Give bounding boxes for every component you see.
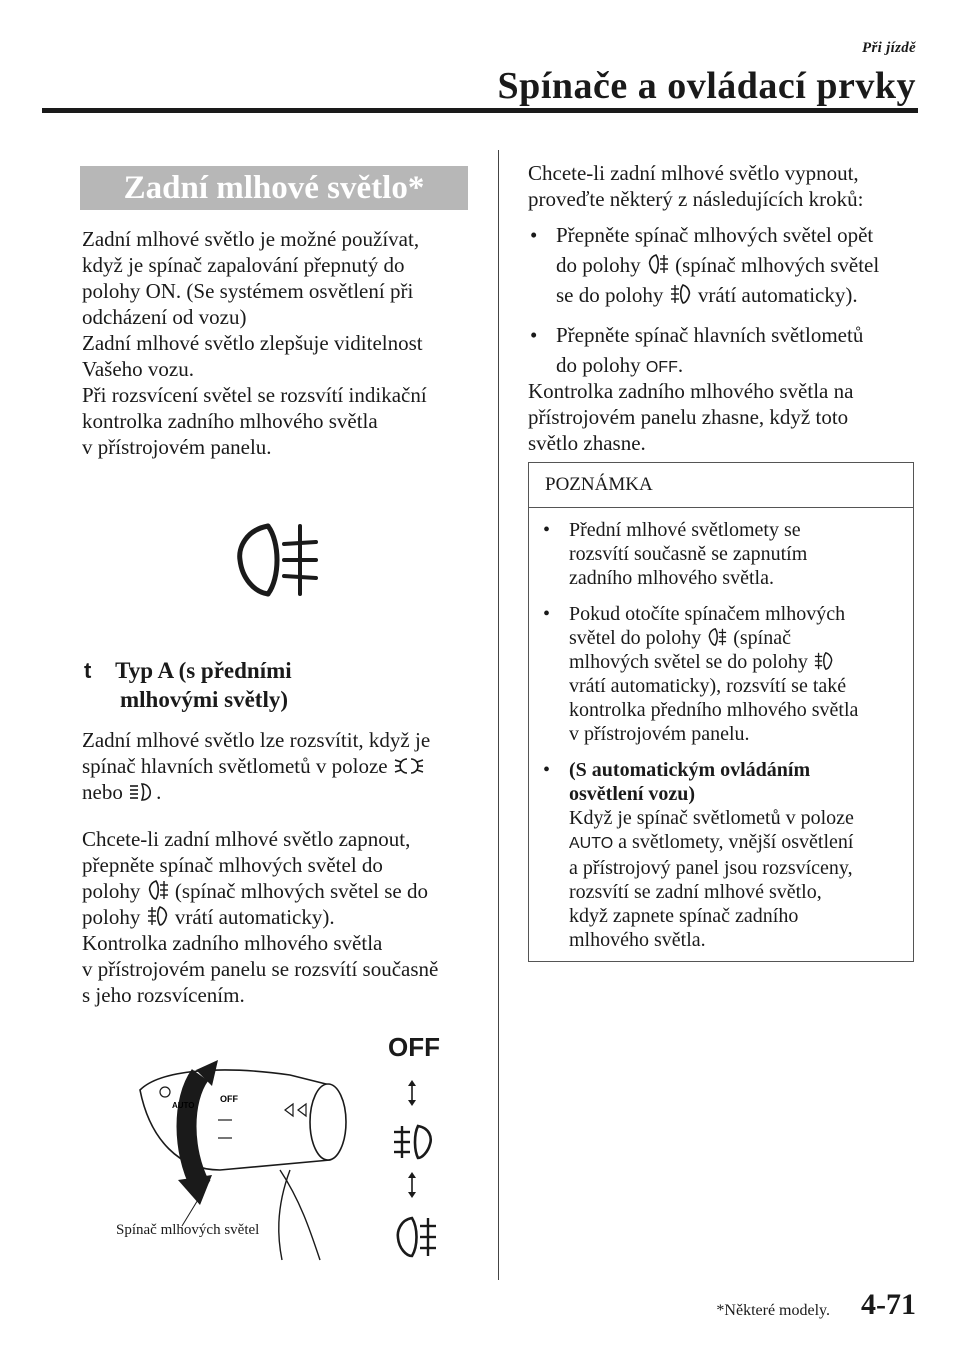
text-line: přepněte spínač mlhových světel do: [82, 853, 383, 877]
note-list: [529, 508, 913, 952]
list-item: • Pokud otočíte spínačem mlhových světel do polohy (spínač mlhových světel se do polohy vrátí automaticky), rozsvítí se také kontrolka předního mlhového světla v přístrojovém panelu.: [543, 603, 859, 745]
text-line: nebo .: [82, 780, 162, 804]
note-title: POZNÁMKA: [529, 463, 913, 508]
auto-label: AUTO: [569, 835, 614, 852]
turn-off-result: [528, 378, 853, 456]
bullet: •: [543, 519, 551, 541]
text-line: Zadní mlhové světlo zlepšuje viditelnost: [82, 331, 423, 355]
section-banner: Zadní mlhové světlo*: [80, 166, 468, 210]
rear-fog-light-icon: [228, 520, 324, 600]
section-title: Při jízdě: [862, 40, 916, 56]
headlight-icon: [128, 782, 156, 802]
footnote: *Některé modely.: [716, 1302, 830, 1319]
list-item: • Přední mlhové světlomety se rozsvítí současně se zapnutím zadního mlhového světla.: [543, 519, 808, 589]
rear-fog-position-icon: [392, 1214, 438, 1260]
subheading-line-2: mlhovými světly): [120, 687, 289, 712]
text-line: kontrolka zadního mlhového světla: [82, 409, 378, 433]
subheading-marker: t: [84, 658, 92, 683]
turn-off-steps: [528, 220, 879, 383]
subheading: [84, 656, 292, 686]
front-fog-icon: [146, 905, 170, 927]
text-line: Vašeho vozu.: [82, 357, 194, 381]
parking-light-icon: [393, 756, 425, 776]
text-line: s jeho rozsvícením.: [82, 983, 245, 1007]
rear-fog-icon: [146, 879, 170, 901]
text-line: polohy (spínač mlhových světel se do: [82, 879, 428, 903]
header-rule: [42, 108, 918, 113]
paragraph-headlight-position: [82, 727, 430, 805]
front-fog-icon: [813, 651, 835, 671]
text-line: polohy ON. (Se systémem osvětlení při: [82, 279, 414, 303]
column-divider: [498, 150, 499, 1280]
updown-arrow-icon: [404, 1172, 420, 1198]
list-item: • Přepněte spínač hlavních světlometů do polohy OFF.: [528, 320, 879, 383]
text-line: Zadní mlhové světlo je možné používat,: [82, 227, 420, 251]
rear-fog-icon: [706, 627, 728, 647]
off-position-label: OFF: [388, 1032, 440, 1062]
switch-off-label: OFF: [220, 1094, 238, 1104]
intro-paragraph: [82, 226, 427, 460]
text-line: Při rozsvícení světel se rozsvítí indikační: [82, 383, 427, 407]
text-line: Kontrolka zadního mlhového světla na: [528, 379, 854, 403]
text-line: Chcete-li zadní mlhové světlo vypnout,: [528, 161, 859, 185]
figure-caption: Spínač mlhových světel: [116, 1222, 260, 1238]
text-line: Zadní mlhové světlo lze rozsvítit, když je: [82, 728, 431, 752]
text-line: světlo zhasne.: [528, 431, 646, 455]
bullet: •: [543, 603, 551, 625]
text-line: polohy vrátí automaticky).: [82, 905, 335, 929]
bullet: •: [530, 223, 538, 247]
text-line: proveďte některý z následujících kroků:: [528, 187, 864, 211]
text-line: spínač hlavních světlometů v poloze: [82, 753, 430, 779]
text-line: přístrojovém panelu zhasne, když toto: [528, 405, 849, 429]
updown-arrow-icon: [404, 1080, 420, 1106]
turn-off-intro: [528, 160, 863, 212]
list-item: • (S automatickým ovládáním osvětlení vozu) Když je spínač světlometů v poloze AUTO a světlomety, vnější osvětlení a přístrojový panel jsou rozsvíceny, rozsvítí se zadní mlhové světlo, když zapnete spínač zadního mlhového světla.: [543, 759, 854, 951]
text-line: v přístrojovém panelu.: [82, 435, 272, 459]
subheading-line: Typ A (s předními: [115, 658, 292, 683]
text-line: v přístrojovém panelu se rozsvítí současně: [82, 957, 439, 981]
front-fog-icon: [669, 283, 693, 305]
switch-auto-label: AUTO: [172, 1101, 195, 1110]
chapter-title: Spínače a ovládací prvky: [497, 65, 916, 107]
off-label: OFF: [645, 359, 678, 376]
rear-fog-icon: [646, 253, 670, 275]
front-fog-position-icon: [392, 1122, 436, 1162]
text-line: když je spínač zapalování přepnutý do: [82, 253, 405, 277]
text-line: Kontrolka zadního mlhového světla: [82, 931, 383, 955]
list-item: • Přepněte spínač mlhových světel opět do polohy (spínač mlhových světel se do polohy vrátí automaticky).: [528, 220, 879, 310]
paragraph-turn-on: [82, 826, 438, 1008]
note-box: [528, 462, 914, 962]
bullet: •: [543, 759, 551, 781]
text-line: odcházení od vozu): [82, 305, 247, 329]
text-line: Chcete-li zadní mlhové světlo zapnout,: [82, 827, 411, 851]
page-number: 4-71: [861, 1288, 916, 1321]
bullet: •: [530, 323, 538, 347]
